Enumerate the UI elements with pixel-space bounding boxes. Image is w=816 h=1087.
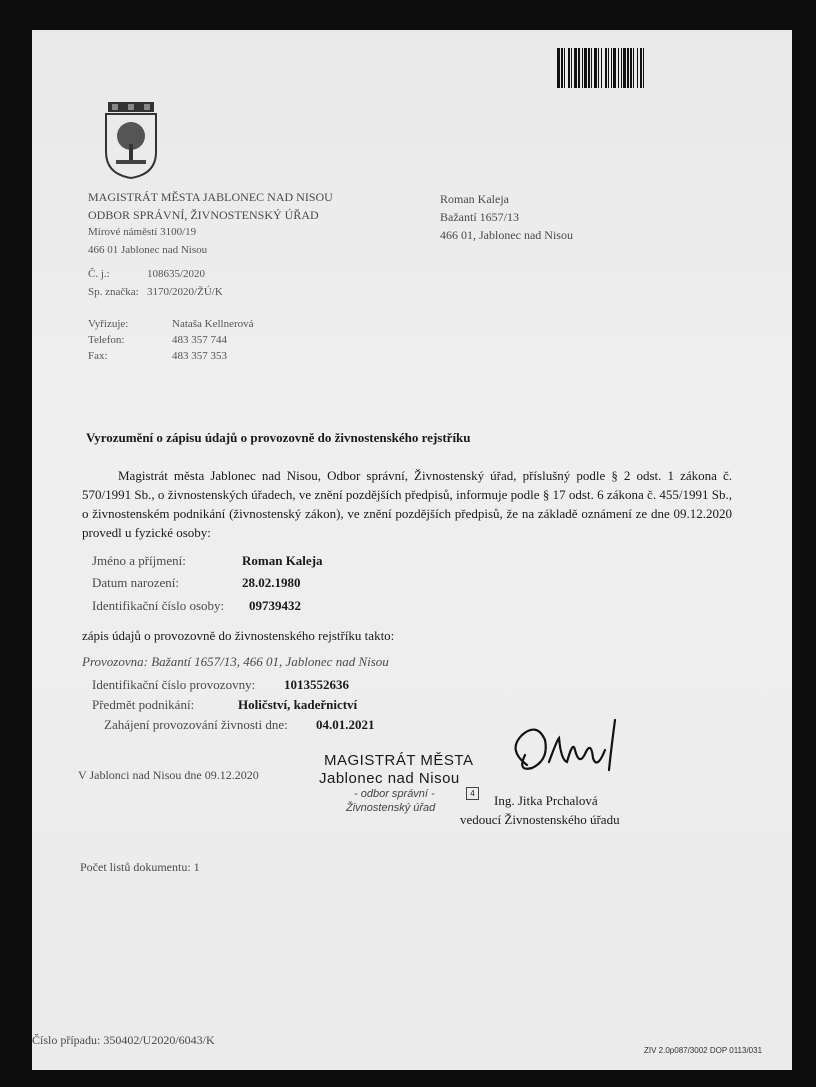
body-paragraph: Magistrát města Jablonec nad Nisou, Odbor správní, Živnostenský úřad, příslušný podle § 2 odst. 1 zákona č. 570/1991 Sb., o živnostenských úřadech, ve znění pozdějších předpisů, informuje podle § 17 odst. 6 zákona č. 455/1991 Sb., o živnostenském podnikání (živnostenský zákon), ve znění pozdějších předpisů, že na základě oznámení ze dne 09.12.2020 provedl u fyzické osoby:	[82, 468, 732, 540]
provozovna-line: Provozovna: Bažantí 1657/13, 466 01, Jablonec nad Nisou	[82, 654, 389, 669]
city-crest-icon	[102, 100, 160, 180]
person-name-value: Roman Kaleja	[242, 553, 323, 568]
barcode-bar	[644, 48, 647, 88]
signature	[487, 710, 637, 790]
zahajeni-label: Zahájení provozování živnosti dne:	[104, 717, 288, 732]
vyrizuje-label: Vyřizuje:	[88, 318, 129, 330]
zapis-text: zápis údajů o provozovně do živnostenského rejstříku takto:	[82, 628, 395, 643]
telefon-value: 483 357 744	[172, 334, 227, 346]
recipient-street: Bažantí 1657/13	[440, 210, 519, 224]
recipient-city: 466 01, Jablonec nad Nisou	[440, 228, 573, 242]
ico-label: Identifikační číslo osoby:	[92, 598, 225, 613]
sender-line-3: Mírové náměstí 3100/19	[88, 226, 197, 238]
spzn-label: Sp. značka:	[88, 286, 139, 298]
icp-label: Identifikační číslo provozovny:	[92, 677, 256, 692]
cj-value: 108635/2020	[147, 268, 206, 280]
telefon-label: Telefon:	[88, 334, 125, 346]
signatory-title: vedoucí Živnostenského úřadu	[460, 812, 620, 827]
pages-count: Počet listů dokumentu: 1	[80, 860, 200, 874]
predmet-value: Holičství, kadeřnictví	[238, 697, 358, 712]
zahajeni-value: 04.01.2021	[316, 717, 375, 732]
subject-heading: Vyrozumění o zápisu údajů o provozovně do živnostenského rejstříku	[86, 430, 471, 445]
icp-value: 1013552636	[284, 677, 349, 692]
stamp-line-1: MAGISTRÁT MĚSTA	[324, 752, 474, 769]
stamp-line-4: Živnostenský úřad	[346, 802, 436, 814]
vyrizuje-value: Nataša Kellnerová	[172, 318, 254, 330]
stamp-line-2: Jablonec nad Nisou	[319, 770, 460, 787]
predmet-label: Předmět podnikání:	[92, 697, 195, 712]
date-place: V Jablonci nad Nisou dne 09.12.2020	[78, 768, 259, 782]
case-number: Číslo případu: 350402/U2020/6043/K	[32, 1033, 215, 1047]
person-name-label: Jméno a příjmení:	[92, 553, 186, 568]
dob-label: Datum narození:	[92, 575, 179, 590]
ico-value: 09739432	[249, 598, 301, 613]
stamp-line-3: - odbor správní -	[354, 788, 435, 800]
spzn-value: 3170/2020/ŽÚ/K	[147, 286, 223, 298]
sender-line-4: 466 01 Jablonec nad Nisou	[88, 244, 208, 256]
stamp-number: 4	[466, 787, 479, 800]
signatory-name: Ing. Jitka Prchalová	[494, 793, 598, 808]
dob-value: 28.02.1980	[242, 575, 301, 590]
barcode	[557, 48, 782, 88]
sender-line-2: ODBOR SPRÁVNÍ, ŽIVNOSTENSKÝ ÚŘAD	[88, 208, 319, 222]
fax-label: Fax:	[88, 350, 108, 362]
document-page	[32, 30, 792, 1070]
fax-value: 483 357 353	[172, 350, 227, 362]
sender-line-1: MAGISTRÁT MĚSTA JABLONEC NAD NISOU	[88, 190, 333, 204]
cj-label: Č. j.:	[88, 268, 110, 280]
recipient-name: Roman Kaleja	[440, 192, 509, 206]
form-code: ZIV 2.0p087/3002 DOP 0113/031	[644, 1046, 763, 1055]
